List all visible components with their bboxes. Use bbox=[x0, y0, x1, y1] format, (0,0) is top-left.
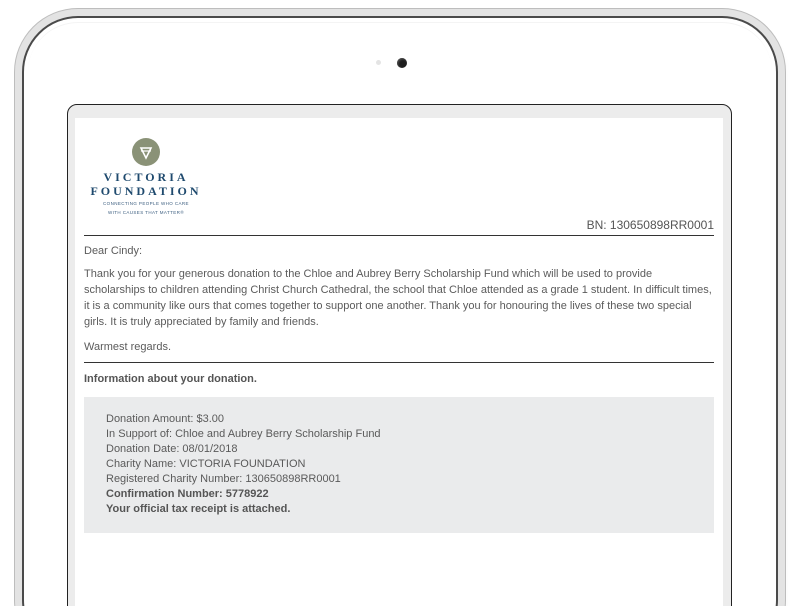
tax-receipt-note: Your official tax receipt is attached. bbox=[106, 503, 291, 515]
donation-date: Donation Date: 08/01/2018 bbox=[106, 443, 238, 455]
email-message bbox=[75, 118, 723, 606]
front-camera-icon bbox=[397, 58, 407, 68]
charity-name: Charity Name: VICTORIA FOUNDATION bbox=[106, 458, 306, 470]
email-closing: Warmest regards. bbox=[84, 341, 714, 363]
foundation-emblem-icon bbox=[132, 138, 160, 166]
email-greeting: Dear Cindy: bbox=[84, 245, 143, 257]
confirmation-number: Confirmation Number: 5778922 bbox=[106, 488, 269, 500]
victoria-foundation-logo[interactable] bbox=[76, 138, 216, 216]
donation-support: In Support of: Chloe and Aubrey Berry Scholarship Fund bbox=[106, 428, 381, 440]
email-body: Thank you for your generous donation to the Chloe and Aubrey Berry Scholarship Fund which will be used to provide scholarships to children attending Christ Church Cathedral, the school that Chloe attended as a grade 1 student. In difficult times, it is a community like ours that comes together to support one another. Thank you for honouring the lives of these two special girls. It is truly appreciated by family and friends. bbox=[84, 268, 712, 328]
logo-word-foundation: FOUNDATION bbox=[90, 184, 202, 198]
business-number: BN: 130650898RR0001 bbox=[84, 218, 714, 236]
light-sensor-icon bbox=[376, 60, 381, 65]
charity-number: Registered Charity Number: 130650898RR0001 bbox=[106, 473, 341, 485]
donation-amount: Donation Amount: $3.00 bbox=[106, 413, 225, 425]
donation-info-heading: Information about your donation. bbox=[84, 373, 257, 385]
logo-tagline-1: CONNECTING PEOPLE WHO CARE bbox=[103, 201, 189, 206]
donation-details-box bbox=[84, 397, 714, 533]
email-content bbox=[84, 138, 714, 533]
tablet-screen bbox=[67, 104, 732, 606]
logo-tagline-2: WITH CAUSES THAT MATTER® bbox=[107, 210, 185, 215]
logo-word-victoria: VICTORIA bbox=[103, 170, 189, 184]
